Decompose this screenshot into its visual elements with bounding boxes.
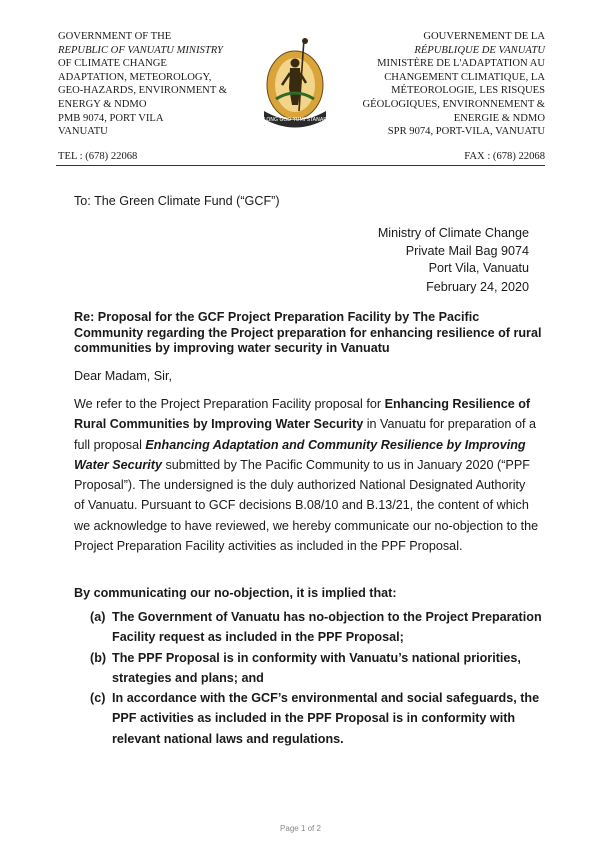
list-item-text: In accordance with the GCF’s environmental and social safeguards, the PPF activities as included in the PPF Proposal is in conformity with relevant national laws and regulations. xyxy=(112,691,540,746)
salutation: Dear Madam, Sir, xyxy=(74,369,172,383)
address-line: Ministry of Climate Change xyxy=(377,226,529,240)
paragraph-text: We refer to the Project Preparation Facility proposal for xyxy=(74,397,385,411)
header-line: GOVERNMENT OF THE xyxy=(58,31,172,42)
paragraph-text: submitted by The Pacific Community to us in January 2020 (“PPF Proposal”). The undersigned is the duly authorized National Designated Authority of Vanuatu. Pursuant to GCF decisions B.08/10 and B.13/21, the content of which we acknowledge to have reviewed, we hereby communicate our no-objection to the Project Preparation Facility activities as included in the PPF Proposal. xyxy=(74,457,539,554)
implied-intro: By communicating our no-objection, it is implied that: xyxy=(74,586,397,600)
address-line: Private Mail Bag 9074 xyxy=(405,243,529,258)
letter-date: February 24, 2020 xyxy=(426,280,529,294)
header-line: ADAPTATION, METEOROLOGY, xyxy=(58,71,212,83)
header-line: REPUBLIC OF VANUATU MINISTRY xyxy=(58,44,223,56)
project-title: Enhancing Resilience of Rural Communities by Improving Water Security xyxy=(74,397,531,432)
telephone-number: TEL : (678) 22068 xyxy=(58,151,138,162)
list-item-label: (b) xyxy=(90,650,107,665)
list-item-label: (a) xyxy=(90,610,106,624)
ministry-header-french xyxy=(325,30,545,139)
header-line: ENERGY & NDMO xyxy=(58,98,147,110)
header-line: RÉPUBLIQUE DE VANUATU xyxy=(414,44,545,56)
paragraph-text: in Vanuatu for preparation of a full proposal xyxy=(74,417,536,452)
vanuatu-coat-of-arms-emblem xyxy=(254,33,336,128)
address-line: Port Vila, Vanuatu xyxy=(428,261,529,275)
header-line: GOUVERNEMENT DE LA xyxy=(423,31,545,42)
list-item xyxy=(90,607,550,648)
header-line: VANUATU xyxy=(58,126,108,138)
header-line: MINISTÈRE DE L'ADAPTATION AU xyxy=(377,58,545,70)
body-paragraph xyxy=(74,394,539,556)
header-line: SPR 9074, PORT-VILA, VANUATU xyxy=(387,126,545,138)
list-item-text: The Government of Vanuatu has no-objection to the Project Preparation Facility request as included in the PPF Proposal; xyxy=(112,610,542,645)
list-item xyxy=(90,648,550,689)
list-item-text: The PPF Proposal is in conformity with Vanuatu’s national priorities, strategies and plans; and xyxy=(112,650,521,685)
sender-address xyxy=(378,225,529,278)
proposal-title: Enhancing Adaptation and Community Resilience by Improving Water Security xyxy=(74,437,526,472)
fax-number: FAX : (678) 22068 xyxy=(464,151,545,162)
header-line: GEO-HAZARDS, ENVIRONMENT & xyxy=(58,85,228,97)
page-number: Page 1 of 2 xyxy=(280,824,321,833)
header-divider xyxy=(56,165,545,166)
list-item xyxy=(90,688,550,749)
header-line: GÉOLOGIQUES, ENVIRONNEMENT & xyxy=(362,98,545,110)
recipient-line: To: The Green Climate Fund (“GCF”) xyxy=(74,194,280,208)
header-line: PMB 9074, PORT VILA xyxy=(58,112,164,124)
list-item-label: (c) xyxy=(90,691,106,706)
header-line: CHANGEMENT CLIMATIQUE, LA xyxy=(384,71,545,83)
header-line: OF CLIMATE CHANGE xyxy=(58,58,167,70)
subject-line: Re: Proposal for the GCF Project Preparation Facility by The Pacific Community regarding the Project preparation for enhancing resilience of rural communities by improving water security in Vanuatu xyxy=(74,310,542,355)
ministry-header-english xyxy=(58,30,273,139)
emblem-motto: LONG GOD YUMI STANAP xyxy=(263,117,327,123)
header-line: ENERGIE & NDMO xyxy=(453,112,545,124)
header-line: MÉTEOROLOGIE, LES RISQUES xyxy=(391,85,545,97)
implication-list xyxy=(90,607,550,749)
